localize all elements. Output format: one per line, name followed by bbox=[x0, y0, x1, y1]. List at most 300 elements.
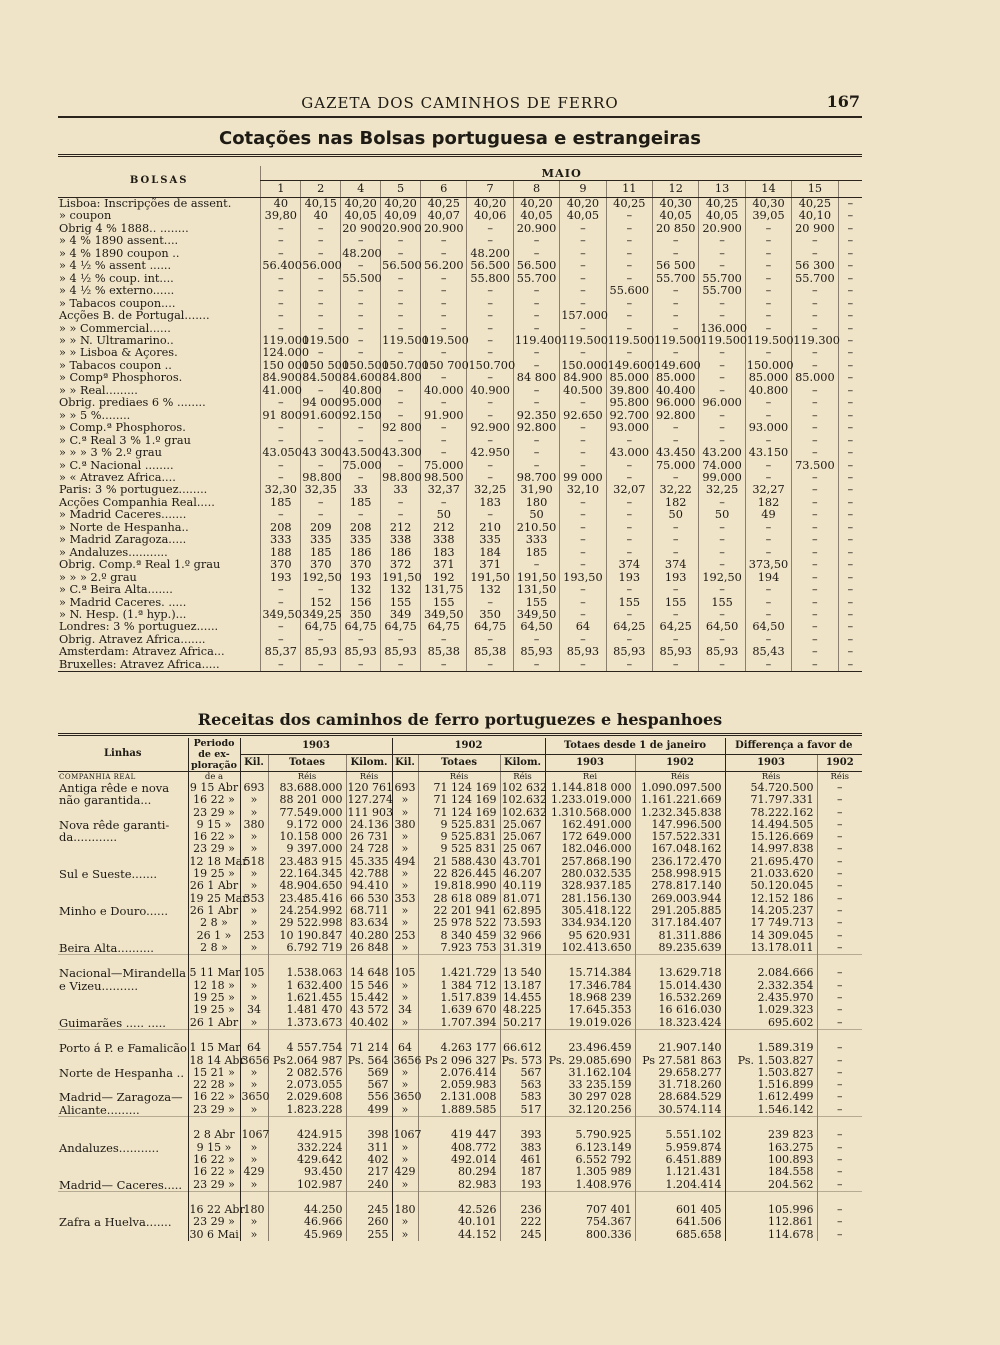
quote-cell: – bbox=[381, 435, 421, 447]
receipt-cell: 1.144.818 000 bbox=[545, 782, 635, 794]
quote-cell: 150 500 bbox=[302, 358, 350, 372]
receipt-cell: 42.526 bbox=[418, 1204, 500, 1216]
quote-cell: – bbox=[838, 248, 862, 260]
quote-cell: – bbox=[560, 522, 606, 534]
quote-cell: 191,50 bbox=[467, 572, 513, 584]
quote-cell: – bbox=[838, 509, 862, 521]
receipt-cell: 19 25 Mar bbox=[189, 891, 248, 905]
receipt-cell: 693 bbox=[392, 782, 418, 794]
receipt-cell: 1.232.345.838 bbox=[635, 807, 725, 819]
receipt-cell: 112.861 bbox=[725, 1216, 817, 1228]
quote-cell: – bbox=[467, 372, 513, 384]
receipt-cell: » bbox=[392, 917, 418, 929]
quote-cell: 85,93 bbox=[560, 646, 606, 658]
quote-cell: 40,05 bbox=[513, 210, 559, 222]
row-label: Bruxelles: Atravez Africa..... bbox=[58, 659, 261, 672]
quote-cell: 85.000 bbox=[792, 372, 838, 384]
receipt-cell: 162.491.000 bbox=[545, 819, 635, 831]
receipt-cell: 120 761 bbox=[347, 781, 393, 794]
quote-cell: 85,93 bbox=[699, 646, 745, 658]
quote-cell: – bbox=[792, 559, 838, 571]
receipt-cell: 4 557.754 bbox=[268, 1042, 346, 1054]
quote-cell: – bbox=[792, 410, 838, 422]
quote-cell: 64,75 bbox=[381, 621, 421, 633]
quote-cell: – bbox=[301, 509, 341, 521]
quote-cell: 183 bbox=[421, 547, 467, 559]
quote-cell: – bbox=[699, 347, 745, 359]
quote-cell: – bbox=[653, 522, 699, 534]
row-label: Obrig. Comp.ª Real 1.º grau bbox=[59, 558, 221, 572]
receipt-cell: 50.120.045 bbox=[725, 880, 817, 892]
receipt-cell: » bbox=[392, 831, 418, 843]
receipt-cell: – bbox=[817, 880, 862, 892]
receipt-cell: 754.367 bbox=[545, 1216, 635, 1228]
quote-cell: – bbox=[838, 522, 862, 534]
quote-cell: 119.300 bbox=[793, 333, 840, 347]
receipt-cell: 353 bbox=[392, 893, 418, 905]
receipt-cell: 187 bbox=[500, 1166, 545, 1178]
quote-cell: – bbox=[560, 584, 606, 596]
receipt-cell: – bbox=[817, 1129, 862, 1141]
line-name bbox=[58, 843, 188, 855]
receipt-cell: 583 bbox=[500, 1091, 545, 1103]
quote-cell: – bbox=[381, 298, 421, 310]
quote-cell: 192 bbox=[421, 572, 467, 584]
quote-cell: – bbox=[745, 659, 791, 672]
receipt-cell: – bbox=[817, 917, 862, 929]
receipt-cell: 54.720.500 bbox=[725, 782, 817, 794]
quote-cell: – bbox=[341, 435, 381, 447]
line-name: Sul e Sueste....... bbox=[59, 867, 158, 882]
receipt-cell: 44.250 bbox=[268, 1204, 346, 1216]
quote-cell: 43 300 bbox=[302, 446, 342, 460]
receipts-title: Receitas dos caminhos de ferro portuguezes e hespanhoes bbox=[197, 710, 723, 729]
quote-cell: – bbox=[560, 422, 606, 434]
quote-cell: 119.400 bbox=[514, 333, 562, 347]
quote-cell: – bbox=[560, 260, 606, 272]
quote-cell: 31,90 bbox=[513, 484, 559, 496]
receipt-cell: 9 15 Abr bbox=[189, 781, 239, 794]
receipt-cell: – bbox=[817, 1042, 862, 1054]
quote-cell: 92.800 bbox=[653, 410, 699, 422]
quote-cell: – bbox=[421, 372, 467, 384]
receipt-cell: 88 201 000 bbox=[268, 794, 346, 806]
quote-cell: 56.500 bbox=[467, 260, 513, 272]
quote-cell: 371 bbox=[467, 559, 513, 571]
quote-cell: – bbox=[653, 422, 699, 434]
quote-cell: 64,75 bbox=[421, 621, 467, 633]
quote-cell: 208 bbox=[261, 522, 301, 534]
quote-cell: – bbox=[606, 323, 652, 335]
divider bbox=[58, 733, 862, 736]
quote-cell: – bbox=[699, 410, 745, 422]
row-label: » « Atravez Africa.... bbox=[59, 470, 176, 484]
quote-cell: 20.900 bbox=[699, 223, 745, 235]
quote-cell: – bbox=[261, 472, 301, 484]
row-label: » » » 3 % 2.º grau bbox=[59, 446, 162, 460]
quote-cell: – bbox=[745, 522, 791, 534]
quote-cell: 85,93 bbox=[381, 646, 421, 658]
receipt-cell: – bbox=[817, 843, 862, 855]
quote-cell: 33 bbox=[341, 484, 381, 496]
magazine-title: GAZETA DOS CAMINHOS DE FERRO bbox=[301, 94, 619, 112]
quote-cell: – bbox=[653, 248, 699, 260]
row-label: » Norte de Hespanha.. bbox=[59, 520, 189, 534]
quote-cell: 40.000 bbox=[421, 385, 467, 397]
receipt-cell: 48.225 bbox=[500, 1004, 545, 1016]
receipt-cell: 239 823 bbox=[725, 1129, 817, 1141]
quote-cell: – bbox=[653, 323, 699, 335]
quote-cell: 40,05 bbox=[699, 210, 745, 222]
quote-cell: – bbox=[792, 609, 838, 621]
quote-cell: 40,25 bbox=[421, 198, 467, 211]
quote-cell: – bbox=[467, 298, 513, 310]
receipt-cell: 22 28 » bbox=[188, 1079, 240, 1091]
quote-cell: 40 bbox=[301, 210, 341, 222]
receipt-cell: 257.868.190 bbox=[545, 856, 635, 868]
quote-cell: – bbox=[301, 422, 341, 434]
col-kilom-1903: Kilom. bbox=[346, 754, 392, 771]
quote-cell: – bbox=[838, 609, 862, 621]
receipt-cell: 1.161.221.669 bbox=[635, 794, 725, 806]
receipt-cell: 23 29 » bbox=[188, 1179, 240, 1192]
quote-cell: – bbox=[699, 522, 745, 534]
receipt-cell: 89.235.639 bbox=[635, 942, 725, 955]
quote-cell: – bbox=[745, 472, 791, 484]
receipt-cell: 9.172 000 bbox=[268, 819, 346, 831]
receipt-cell: 82.983 bbox=[418, 1179, 500, 1192]
receipt-cell: 6.792 719 bbox=[268, 942, 346, 955]
quote-cell: 350 bbox=[341, 609, 381, 621]
receipt-cell: 2.064 987 bbox=[268, 1055, 346, 1067]
quote-cell: – bbox=[838, 646, 862, 658]
quote-cell: 131,75 bbox=[421, 584, 467, 596]
quote-cell: – bbox=[606, 509, 652, 521]
quote-cell: – bbox=[301, 460, 341, 472]
receipt-cell: 1.612.499 bbox=[725, 1091, 817, 1103]
receipt-cell: 30 6 Mai bbox=[189, 1227, 239, 1241]
quote-cell: – bbox=[745, 260, 791, 272]
receipt-cell: 1.481 470 bbox=[268, 1004, 346, 1016]
quote-cell: – bbox=[606, 298, 652, 310]
receipt-cell: 245 bbox=[346, 1204, 392, 1216]
quote-cell: – bbox=[792, 646, 838, 658]
quote-cell: – bbox=[699, 248, 745, 260]
col-dif-1903: 1903 bbox=[725, 754, 817, 771]
receipt-cell: 393 bbox=[500, 1129, 545, 1141]
receipt-cell: 25.067 bbox=[500, 819, 545, 831]
quote-cell: 43.050 bbox=[262, 446, 302, 460]
receipt-cell: 16 22 » bbox=[188, 1166, 240, 1178]
quote-cell: 40.400 bbox=[653, 385, 699, 397]
receipt-cell: 16 22 » bbox=[188, 831, 240, 843]
quote-cell: – bbox=[301, 273, 341, 285]
receipt-cell: 44.152 bbox=[418, 1229, 500, 1241]
quote-cell: – bbox=[301, 347, 341, 359]
receipt-cell: 9 15 » bbox=[188, 819, 240, 831]
table-row bbox=[58, 843, 862, 855]
receipt-cell: 16 22 » bbox=[188, 1154, 240, 1166]
quote-cell: 40,10 bbox=[792, 210, 838, 222]
row-label: » Tabacos coupon.... bbox=[59, 296, 176, 310]
quote-cell: – bbox=[653, 634, 699, 646]
table-row bbox=[58, 260, 862, 272]
quote-cell: 119.500 bbox=[746, 333, 794, 347]
receipt-cell: – bbox=[817, 1017, 862, 1030]
quote-cell: 185 bbox=[513, 547, 559, 559]
receipt-cell: 26 848 bbox=[346, 942, 392, 955]
receipt-cell: 707 401 bbox=[545, 1204, 635, 1216]
quote-cell: 131,50 bbox=[513, 584, 559, 596]
table-row bbox=[58, 285, 862, 297]
quote-cell: 40,20 bbox=[467, 198, 513, 211]
receipt-cell: – bbox=[817, 1179, 862, 1192]
quote-cell: – bbox=[838, 323, 862, 335]
receipt-cell: 32 966 bbox=[500, 930, 545, 942]
quote-cell: – bbox=[381, 634, 421, 646]
receipt-cell: 46.207 bbox=[500, 868, 545, 880]
quote-cell: – bbox=[653, 347, 699, 359]
receipt-cell: 19.818.990 bbox=[418, 880, 500, 892]
receipt-cell: 71 124 169 bbox=[418, 807, 500, 819]
quote-cell: 212 bbox=[421, 522, 467, 534]
quote-cell: – bbox=[606, 522, 652, 534]
receipt-cell: » bbox=[240, 992, 268, 1004]
quote-cell: – bbox=[467, 310, 513, 322]
quote-cell: 40.500 bbox=[560, 385, 606, 397]
quote-cell: 119.500 bbox=[654, 333, 701, 347]
row-label: » 4 % 1890 coupon .. bbox=[59, 246, 180, 260]
row-label: » N. Hesp. (1.ª hyp.)... bbox=[59, 607, 187, 621]
line-name bbox=[58, 1229, 188, 1241]
receipt-cell: 429.642 bbox=[268, 1154, 346, 1166]
row-label: » » Commercial...... bbox=[59, 321, 171, 335]
receipt-cell: 15.126.669 bbox=[725, 831, 817, 843]
receipt-cell: » bbox=[240, 917, 268, 929]
table-row bbox=[58, 1004, 862, 1016]
quote-cell: 39,05 bbox=[745, 210, 791, 222]
receipt-cell: 25 978 522 bbox=[418, 917, 500, 929]
receipt-cell: 204.562 bbox=[725, 1179, 817, 1192]
quote-cell: 85.000 bbox=[653, 372, 699, 384]
quote-cell: – bbox=[606, 609, 652, 621]
receipt-cell: 380 bbox=[240, 819, 268, 831]
quote-cell: 155 bbox=[699, 597, 745, 609]
receipt-cell: 567 bbox=[346, 1079, 392, 1091]
receipt-cell: – bbox=[817, 831, 862, 843]
line-name: da............ bbox=[59, 830, 118, 845]
receipt-cell: 23.496.459 bbox=[545, 1042, 635, 1054]
receipt-cell: 48.904.650 bbox=[268, 880, 346, 892]
quote-cell: – bbox=[792, 472, 838, 484]
quote-cell: – bbox=[560, 447, 606, 459]
receipt-cell: – bbox=[817, 782, 862, 794]
page-number: 167 bbox=[826, 92, 860, 111]
quote-cell: – bbox=[301, 385, 341, 397]
month-header: MAIO bbox=[261, 166, 862, 181]
quote-cell: – bbox=[560, 273, 606, 285]
quotes-table bbox=[58, 166, 862, 672]
col-kilom-1902: Kilom. bbox=[500, 754, 545, 771]
quote-cell: 95.000 bbox=[342, 396, 382, 410]
quote-cell: – bbox=[513, 460, 559, 472]
quote-cell: 39.800 bbox=[606, 385, 652, 397]
receipt-cell: Ps. 1.503.827 bbox=[725, 1055, 817, 1067]
quote-cell: – bbox=[838, 285, 862, 297]
line-name bbox=[58, 930, 188, 942]
quote-cell: 85,93 bbox=[341, 646, 381, 658]
receipt-cell: 494 bbox=[392, 856, 418, 868]
day-header: 2 bbox=[301, 181, 341, 198]
receipt-cell: – bbox=[817, 1079, 862, 1091]
quote-cell: 372 bbox=[381, 559, 421, 571]
receipt-cell: 167.048.162 bbox=[635, 843, 725, 855]
quote-cell: – bbox=[261, 597, 301, 609]
quote-cell: 98.800 bbox=[382, 470, 422, 484]
quote-cell: 40,30 bbox=[653, 198, 699, 211]
quote-cell: – bbox=[745, 235, 791, 247]
quote-cell: – bbox=[745, 310, 791, 322]
receipt-cell: » bbox=[392, 1216, 418, 1228]
quote-cell: – bbox=[606, 347, 652, 359]
quote-cell: – bbox=[792, 659, 838, 672]
quote-cell: 85.000 bbox=[606, 372, 652, 384]
quote-cell: 371 bbox=[421, 559, 467, 571]
receipt-cell: » bbox=[392, 868, 418, 880]
quote-cell: 40,05 bbox=[653, 210, 699, 222]
receipt-cell: 2.332.354 bbox=[725, 980, 817, 992]
line-name: Madrid— Caceres..... bbox=[59, 1177, 183, 1192]
receipt-cell: 15 21 » bbox=[188, 1067, 240, 1079]
line-name: Madrid— Zaragoza— bbox=[59, 1090, 183, 1105]
quote-cell: 98.500 bbox=[421, 472, 467, 484]
receipt-cell: – bbox=[817, 1104, 862, 1117]
quote-cell: 92.350 bbox=[513, 410, 559, 422]
quote-cell: 186 bbox=[341, 547, 381, 559]
table-row bbox=[58, 484, 862, 496]
quote-cell: – bbox=[699, 385, 745, 397]
quote-cell: 50 bbox=[513, 509, 559, 521]
line-name: Norte de Hespanha .. bbox=[59, 1065, 184, 1080]
receipt-cell: 14.997.838 bbox=[725, 843, 817, 855]
quote-cell: – bbox=[838, 597, 862, 609]
receipt-cell: » bbox=[240, 831, 268, 843]
receipt-cell: 26 731 bbox=[346, 831, 392, 843]
receipt-cell: – bbox=[817, 1204, 862, 1216]
table-row bbox=[58, 310, 862, 322]
receipt-cell: 18 14 Abr bbox=[189, 1053, 245, 1067]
quote-cell: – bbox=[341, 659, 381, 672]
receipt-cell: 305.418.122 bbox=[545, 905, 635, 917]
receipt-cell: 17.346.784 bbox=[545, 980, 635, 992]
quote-cell: 56 500 bbox=[653, 260, 699, 272]
quote-cell: – bbox=[513, 659, 559, 672]
quote-cell: – bbox=[467, 460, 513, 472]
quote-cell: – bbox=[792, 310, 838, 322]
receipt-cell: 15.014.430 bbox=[635, 980, 725, 992]
receipt-cell: 9 15 » bbox=[188, 1142, 240, 1154]
receipt-cell: 281.156.130 bbox=[545, 893, 635, 905]
receipt-cell: 419 447 bbox=[418, 1129, 500, 1141]
quote-cell: – bbox=[261, 273, 301, 285]
quote-cell: – bbox=[513, 347, 559, 359]
quote-cell: 64,25 bbox=[653, 621, 699, 633]
receipt-cell: 280.032.535 bbox=[545, 868, 635, 880]
receipt-cell: 317.184.407 bbox=[635, 917, 725, 929]
receipt-cell: » bbox=[240, 794, 268, 806]
unit-label: Rei bbox=[545, 772, 635, 783]
receipt-cell: 12.152 186 bbox=[725, 893, 817, 905]
quote-cell: – bbox=[699, 235, 745, 247]
receipt-cell: 1067 bbox=[393, 1128, 422, 1142]
unit-label: Réis bbox=[346, 772, 392, 783]
receipt-cell: 172 649.000 bbox=[545, 831, 635, 843]
quote-cell: 335 bbox=[301, 534, 341, 546]
col-totaes-1902: Totaes bbox=[418, 754, 500, 771]
unit-label: Réis bbox=[418, 772, 500, 783]
receipt-cell: 14.494.505 bbox=[725, 819, 817, 831]
receipt-cell: – bbox=[817, 1091, 862, 1103]
quote-cell: 349,50 bbox=[421, 609, 467, 621]
quote-cell: 99.000 bbox=[699, 472, 745, 484]
quote-cell: – bbox=[792, 360, 838, 372]
table-row bbox=[58, 235, 862, 247]
quote-cell: – bbox=[560, 659, 606, 672]
quote-cell: – bbox=[467, 472, 513, 484]
unit-label: Réis bbox=[817, 772, 862, 783]
quote-cell: – bbox=[560, 298, 606, 310]
quote-cell: – bbox=[838, 310, 862, 322]
row-label: » 4 % 1890 assent.... bbox=[59, 234, 179, 248]
col-totaes-1903: Totaes bbox=[268, 754, 346, 771]
quote-cell: – bbox=[261, 223, 301, 235]
quote-cell: – bbox=[513, 323, 559, 335]
quote-cell: – bbox=[560, 547, 606, 559]
receipt-cell: 567 bbox=[500, 1067, 545, 1079]
quote-cell: – bbox=[421, 310, 467, 322]
quote-cell: – bbox=[301, 659, 341, 672]
receipt-cell: 34 bbox=[240, 1004, 268, 1016]
quote-cell: 180 bbox=[513, 497, 559, 509]
quote-cell: – bbox=[699, 609, 745, 621]
receipt-cell: 102.632 bbox=[501, 793, 547, 807]
receipt-cell: 22 826.445 bbox=[418, 868, 500, 880]
quote-cell: 370 bbox=[301, 559, 341, 571]
quote-cell: 50 bbox=[699, 509, 745, 521]
receipt-cell: 22.164.345 bbox=[268, 868, 346, 880]
quote-cell: 40 bbox=[261, 198, 301, 211]
receipt-cell: 1.503.827 bbox=[725, 1067, 817, 1079]
line-name: Nova rêde garanti- bbox=[59, 817, 170, 832]
quote-cell: 149.600 bbox=[654, 358, 701, 372]
day-header: 1 bbox=[261, 181, 301, 198]
quote-cell: – bbox=[699, 422, 745, 434]
receipt-cell: 12 18 » bbox=[188, 980, 240, 992]
quote-cell: – bbox=[421, 298, 467, 310]
quote-cell: – bbox=[467, 235, 513, 247]
quote-cell: – bbox=[745, 547, 791, 559]
receipt-cell: 193 bbox=[500, 1179, 545, 1192]
receipt-cell: 2.435.970 bbox=[725, 992, 817, 1004]
receipt-cell: – bbox=[817, 1004, 862, 1016]
receipt-cell: 62.895 bbox=[500, 905, 545, 917]
receipt-cell: 184.558 bbox=[725, 1166, 817, 1178]
unit-label: Réis bbox=[725, 772, 817, 783]
receipt-cell: 1.373.673 bbox=[268, 1017, 346, 1030]
quote-cell: 84.900 bbox=[560, 372, 606, 384]
quote-cell: – bbox=[606, 534, 652, 546]
quote-cell: – bbox=[513, 285, 559, 297]
